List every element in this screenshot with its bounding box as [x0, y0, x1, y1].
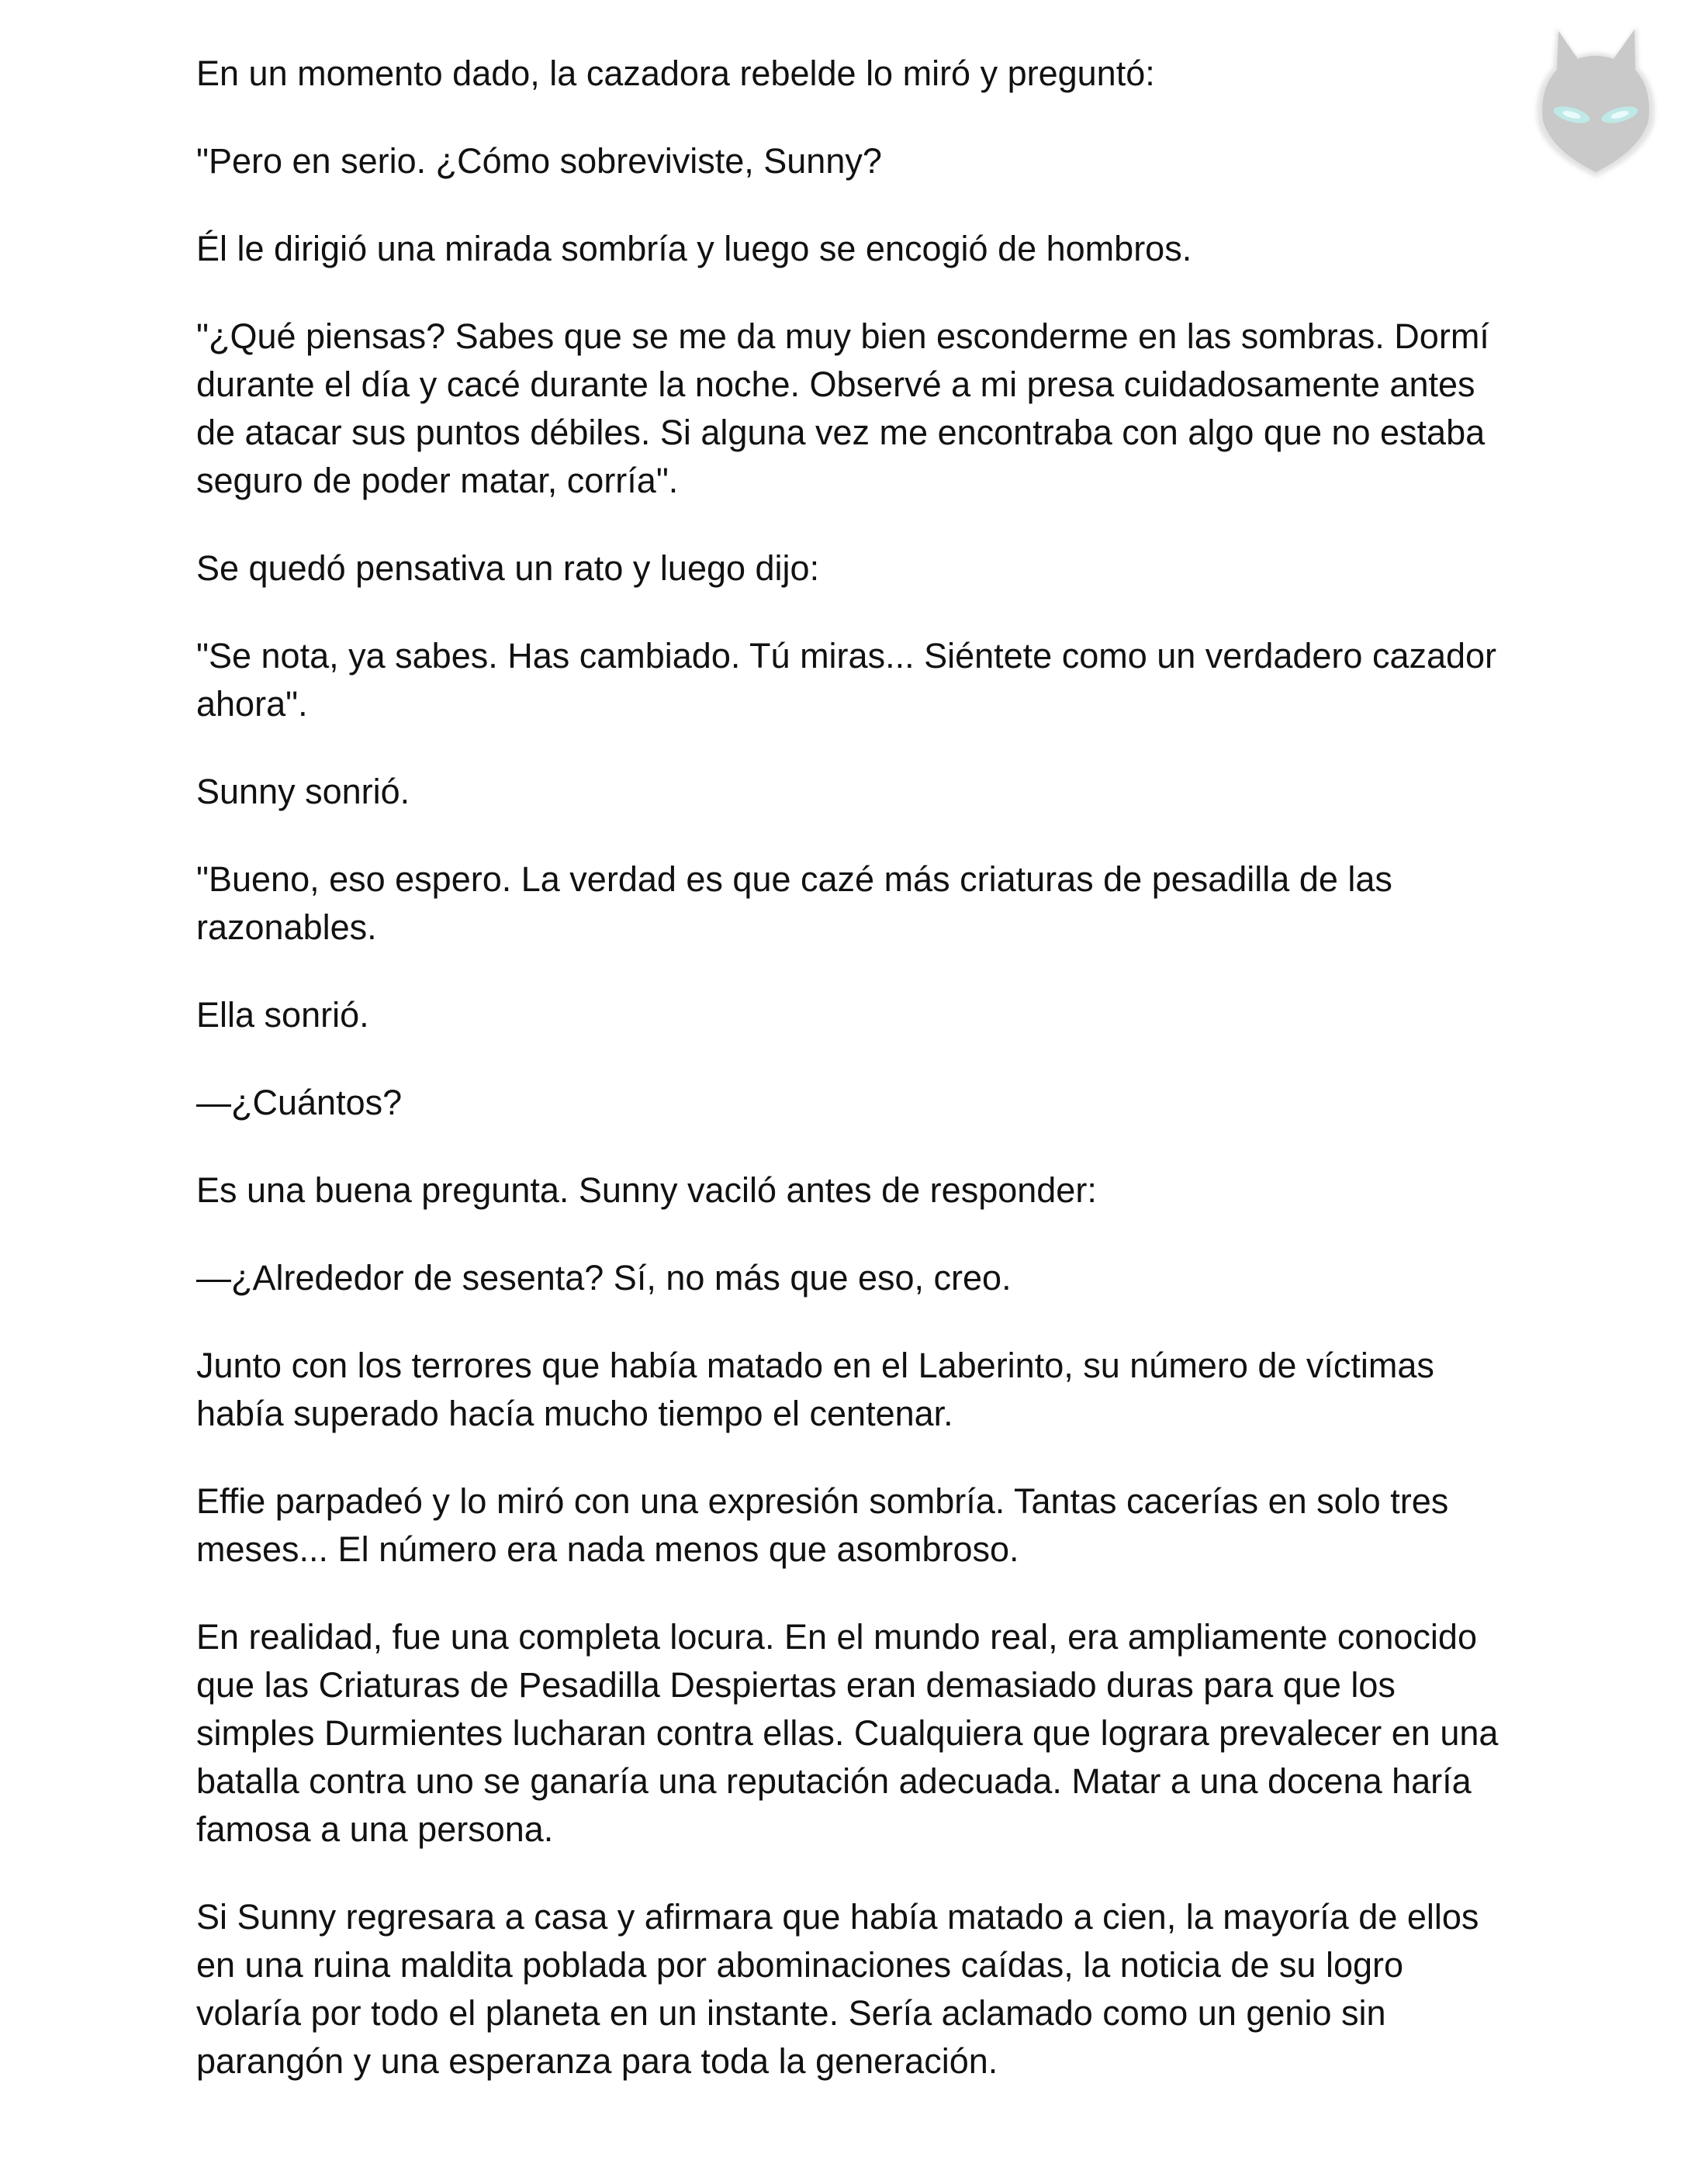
paragraph: Sunny sonrió.: [196, 772, 410, 811]
document-body: [196, 50, 1515, 2125]
paragraph: En un momento dado, la cazadora rebelde lo miró y preguntó:: [196, 54, 1155, 93]
paragraph: "¿Qué piensas? Sabes que se me da muy bien esconderme en las sombras. Dormí durante el día y cacé durante la noche. Observé a mi presa cuidadosamente antes de atacar sus puntos débiles. Si alguna vez me encontraba con algo que no estaba seguro de poder matar, corría".: [196, 316, 1489, 500]
paragraph: "Se nota, ya sabes. Has cambiado. Tú miras... Siéntete como un verdadero cazador ahora".: [196, 636, 1497, 724]
paragraph: Junto con los terrores que había matado en el Laberinto, su número de víctimas había superado hacía mucho tiempo el centenar.: [196, 1346, 1434, 1433]
paragraph: Es una buena pregunta. Sunny vaciló antes de responder:: [196, 1170, 1097, 1210]
paragraph: Effie parpadeó y lo miró con una expresión sombría. Tantas cacerías en solo tres meses... El número era nada menos que asombroso.: [196, 1481, 1449, 1569]
demon-head-watermark-icon: [1522, 14, 1669, 185]
paragraph: "Bueno, eso espero. La verdad es que cazé más criaturas de pesadilla de las razonables.: [196, 859, 1392, 947]
paragraph: Él le dirigió una mirada sombría y luego se encogió de hombros.: [196, 229, 1192, 268]
paragraph: —¿Alrededor de sesenta? Sí, no más que eso, creo.: [196, 1258, 1012, 1298]
paragraph: Si Sunny regresara a casa y afirmara que había matado a cien, la mayoría de ellos en una ruina maldita poblada por abominaciones caídas, la noticia de su logro volaría por todo el planeta en un instante. Sería aclamado como un genio sin parangón y una esperanza para toda la generación.: [196, 1897, 1479, 2081]
demon-head-icon: [1522, 14, 1669, 185]
paragraph: Se quedó pensativa un rato y luego dijo:: [196, 548, 820, 588]
paragraph: En realidad, fue una completa locura. En el mundo real, era ampliamente conocido que las Criaturas de Pesadilla Despiertas eran demasiado duras para que los simples Durmientes lucharan contra ellas. Cualquiera que lograra prevalecer en una batalla contra uno se ganaría una reputación adecuada. Matar a una docena haría famosa a una persona.: [196, 1617, 1499, 1849]
paragraph: —¿Cuántos?: [196, 1083, 403, 1122]
paragraph: "Pero en serio. ¿Cómo sobreviviste, Sunny?: [196, 141, 882, 181]
paragraph: Ella sonrió.: [196, 995, 369, 1035]
